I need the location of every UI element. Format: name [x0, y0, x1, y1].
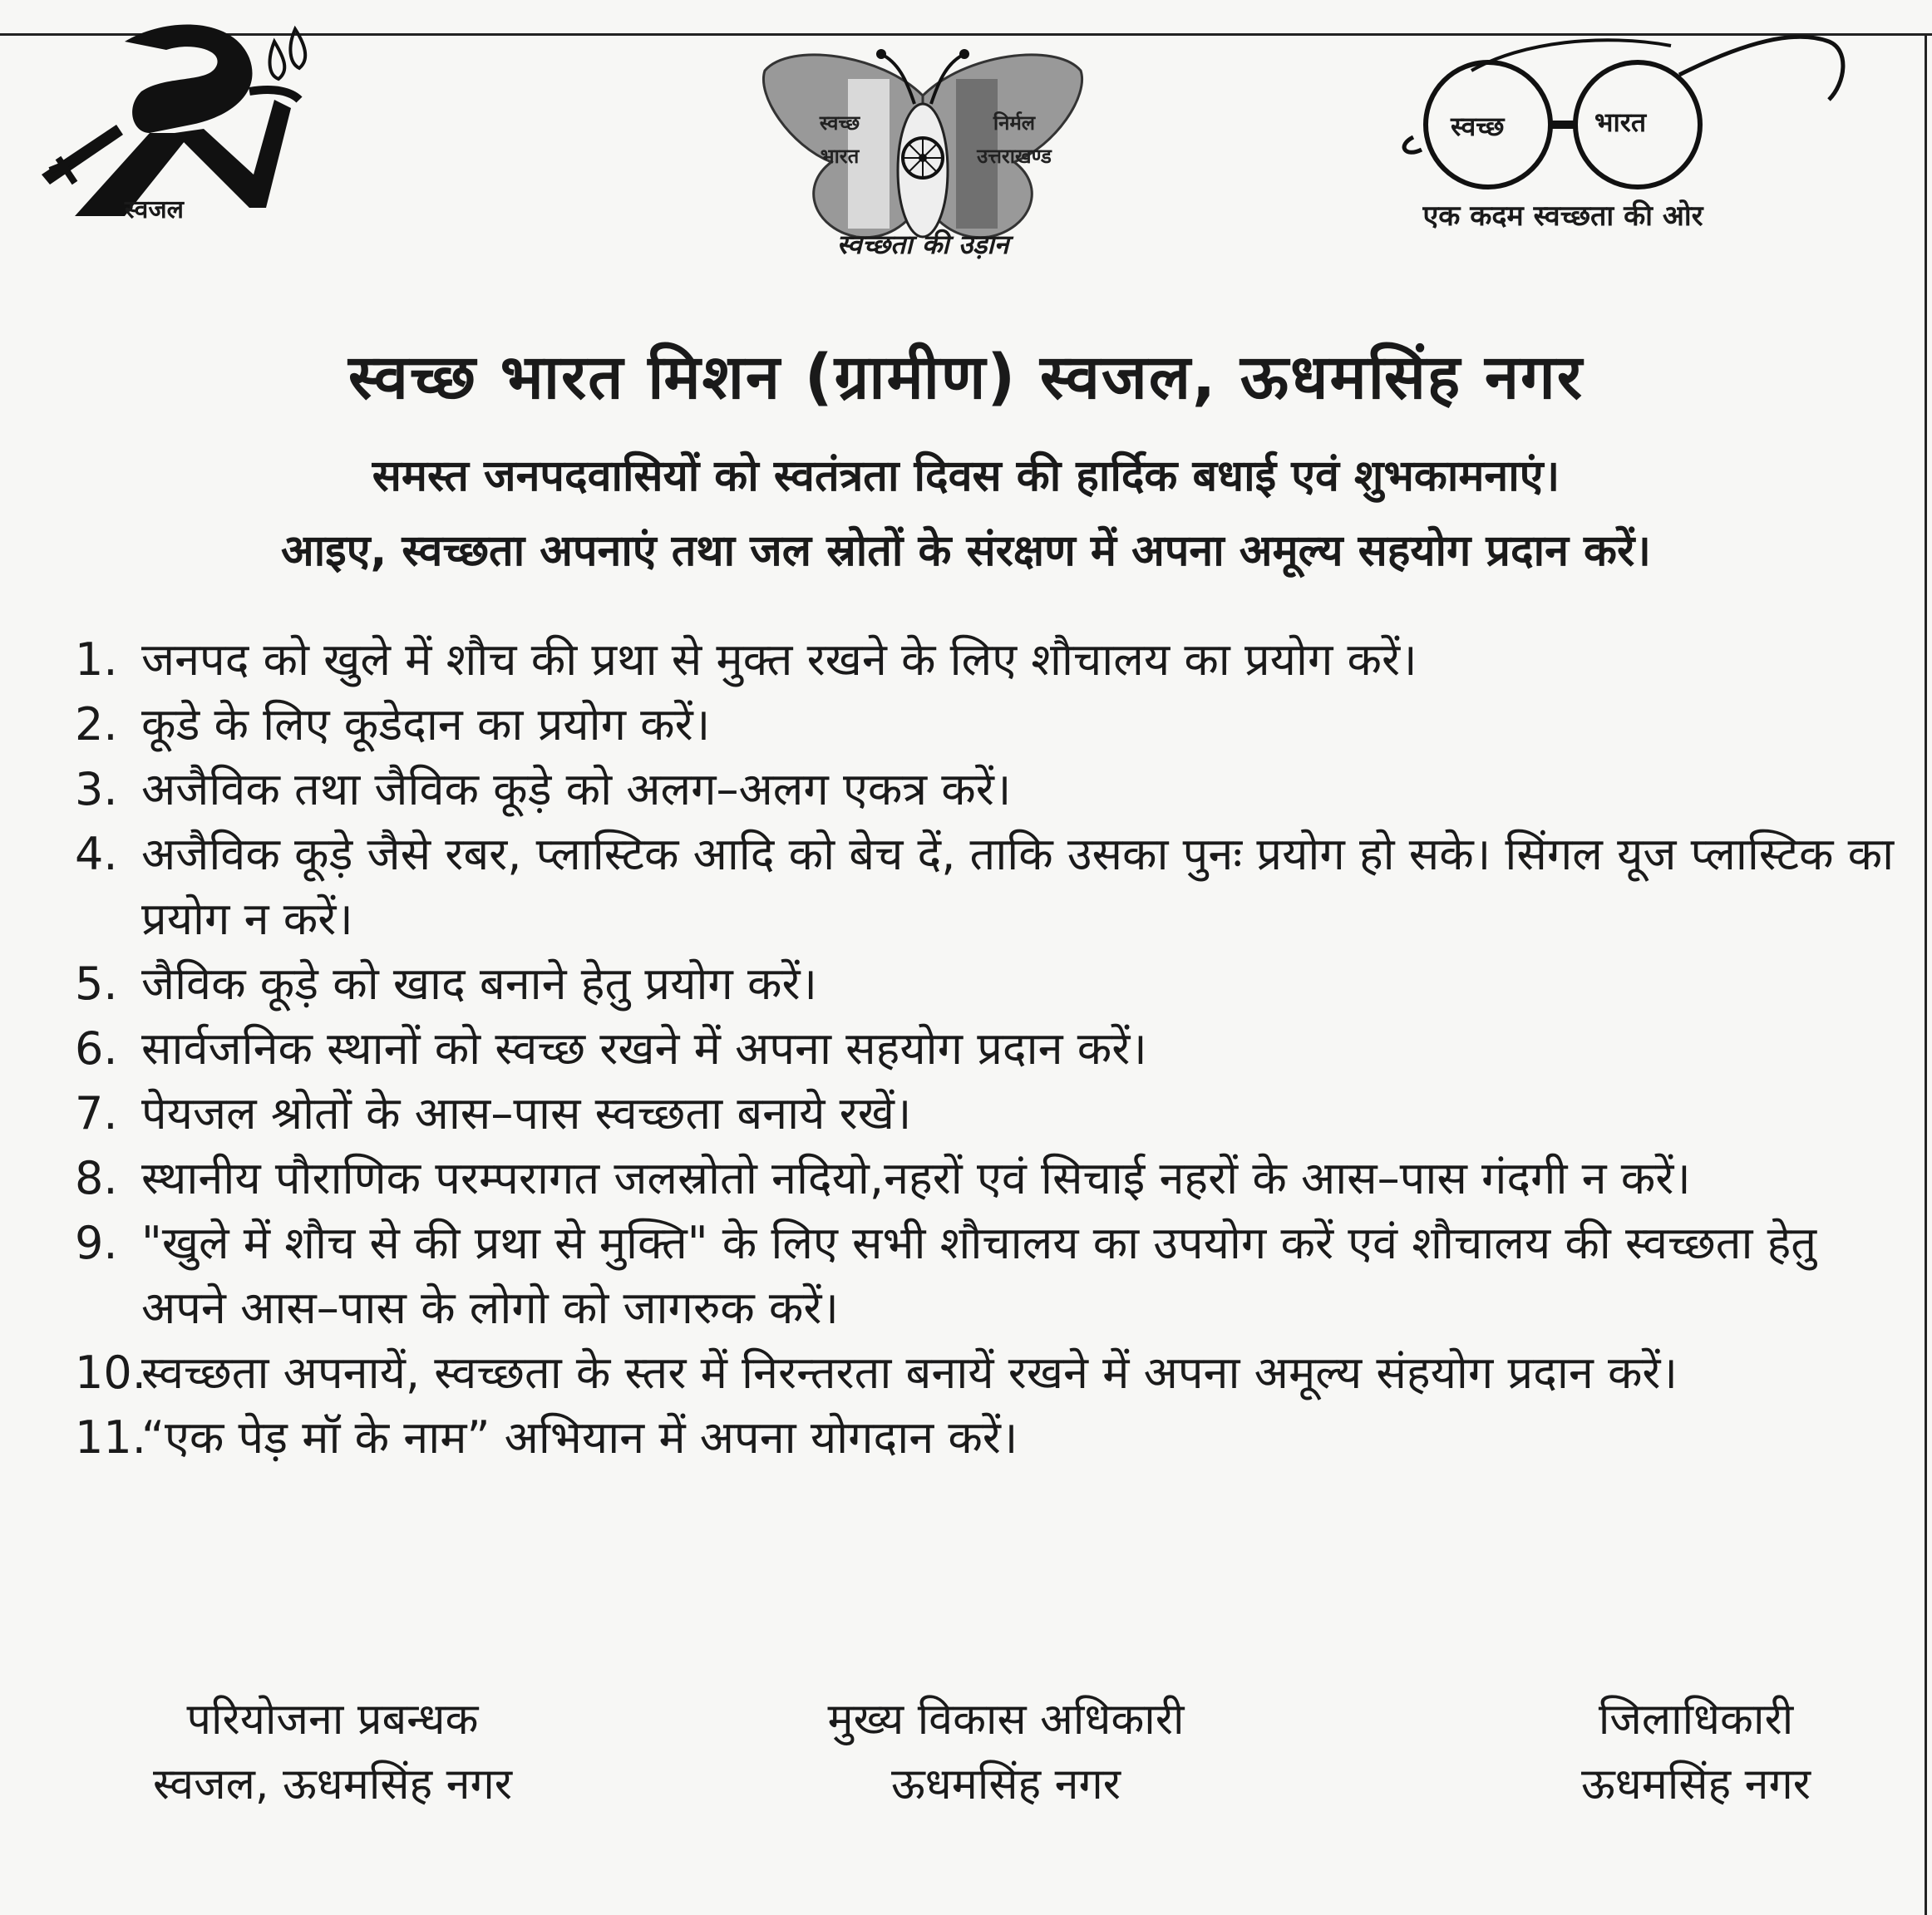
list-item: [75, 1081, 1912, 1146]
list-item-number: 6.: [75, 1022, 118, 1075]
right-border: [1925, 33, 1927, 1915]
wing-text-line: भारत: [820, 145, 860, 168]
list-item-text: “एक पेड़ मॉ के नाम” अभियान में अपना योगदान करें।: [141, 1411, 1018, 1464]
list-item-text: पेयजल श्रोतों के आस–पास स्वच्छता बनाये रखें।: [141, 1087, 912, 1140]
list-item: [75, 822, 1912, 952]
list-item: [75, 952, 1912, 1017]
wing-text-line: स्वच्छ: [819, 111, 860, 135]
butterfly-left-wing-text: [802, 106, 877, 173]
list-item-text: कूडे के लिए कूडेदान का प्रयोग करें।: [141, 698, 711, 751]
list-item: [75, 757, 1912, 822]
list-item-text: सार्वजनिक स्थानों को स्वच्छ रखने में अपना सहयोग प्रदान करें।: [141, 1022, 1147, 1075]
signatory-office: स्वजल, ऊधमसिंह नगर: [152, 1760, 513, 1809]
signatory-designation: जिलाधिकारी: [1598, 1695, 1794, 1745]
list-item-number: 4.: [75, 828, 118, 880]
swajal-logo-label: स्वजल: [125, 195, 184, 224]
list-item: [75, 628, 1912, 692]
butterfly-logo-caption: स्वच्छता की उड़ान: [836, 229, 1009, 260]
signatory-designation: मुख्य विकास अधिकारी: [827, 1695, 1185, 1745]
list-item: [75, 1017, 1912, 1081]
list-item-text: स्थानीय पौराणिक परम्परागत जलस्रोतो नदियो,नहरों एवं सिचाई नहरों के आस–पास गंदगी न करें।: [141, 1152, 1691, 1204]
list-item-text: "खुले में शौच से की प्रथा से मुक्ति" के लिए सभी शौचालय का उपयोग करें एवं शौचालय की स्वच्छता हेतु अपने आस–पास के लोगो को जागरुक करें।: [141, 1217, 1817, 1334]
notice-title: स्वच्छ भारत मिशन (ग्रामीण) स्वजल, ऊधमसिंह नगर: [348, 342, 1584, 413]
greeting-line: समस्त जनपदवासियों को स्वतंत्रता दिवस की हार्दिक बधाई एवं शुभकामनाएं।: [372, 451, 1560, 501]
list-item: [75, 1146, 1912, 1211]
wing-text-line: उत्तराखण्ड: [977, 145, 1052, 168]
list-item-number: 10.: [75, 1346, 146, 1399]
list-item-number: 3.: [75, 763, 118, 815]
list-item: [75, 692, 1912, 757]
list-item-text: जैविक कूड़े को खाद बनाने हेतु प्रयोग करें।: [141, 958, 818, 1010]
instruction-list: [75, 628, 1912, 1470]
list-item-number: 7.: [75, 1087, 118, 1140]
signatory-district-magistrate: [1521, 1687, 1870, 1817]
list-item-number: 5.: [75, 958, 118, 1010]
list-item-number: 8.: [75, 1152, 118, 1204]
appeal-line: आइए, स्वच्छता अपनाएं तथा जल स्रोतों के संरक्षण में अपना अमूल्य सहयोग प्रदान करें।: [281, 526, 1651, 576]
list-item: [75, 1405, 1912, 1470]
spectacles-left-lens-text: स्वच्छ: [1451, 111, 1505, 142]
butterfly-right-wing-text: [964, 106, 1064, 173]
signatory-office: ऊधमसिंह नगर: [1580, 1760, 1811, 1809]
list-item-number: 11.: [75, 1411, 146, 1464]
list-item-number: 1.: [75, 633, 118, 686]
list-item-text: अजैविक तथा जैविक कूड़े को अलग–अलग एकत्र करें।: [141, 763, 1012, 815]
spectacles-right-lens-text: भारत: [1594, 106, 1647, 138]
list-item-text: जनपद को खुले में शौच की प्रथा से मुक्त रखने के लिए शौचालय का प्रयोग करें।: [141, 633, 1417, 686]
list-item-text: स्वच्छता अपनायें, स्वच्छता के स्तर में निरन्तरता बनायें रखने में अपना अमूल्य संहयोग प्रदान करें।: [141, 1346, 1678, 1399]
signatory-office: ऊधमसिंह नगर: [890, 1760, 1121, 1809]
list-item: [75, 1211, 1912, 1341]
spectacles-logo-caption: एक कदम स्वच्छता की ओर: [1422, 199, 1703, 233]
signatory-designation: परियोजना प्रबन्धक: [186, 1695, 479, 1745]
wing-text-line: निर्मल: [993, 111, 1036, 135]
signatory-cdo: [748, 1687, 1264, 1817]
list-item-text: अजैविक कूड़े जैसे रबर, प्लास्टिक आदि को बेच दें, ताकि उसका पुनः प्रयोग हो सके। सिंगल यूज प्लास्टिक का प्रयोग न करें।: [141, 828, 1895, 945]
list-item-number: 9.: [75, 1217, 118, 1269]
list-item-number: 2.: [75, 698, 118, 751]
list-item: [75, 1341, 1912, 1405]
signatory-project-manager: [100, 1687, 565, 1817]
